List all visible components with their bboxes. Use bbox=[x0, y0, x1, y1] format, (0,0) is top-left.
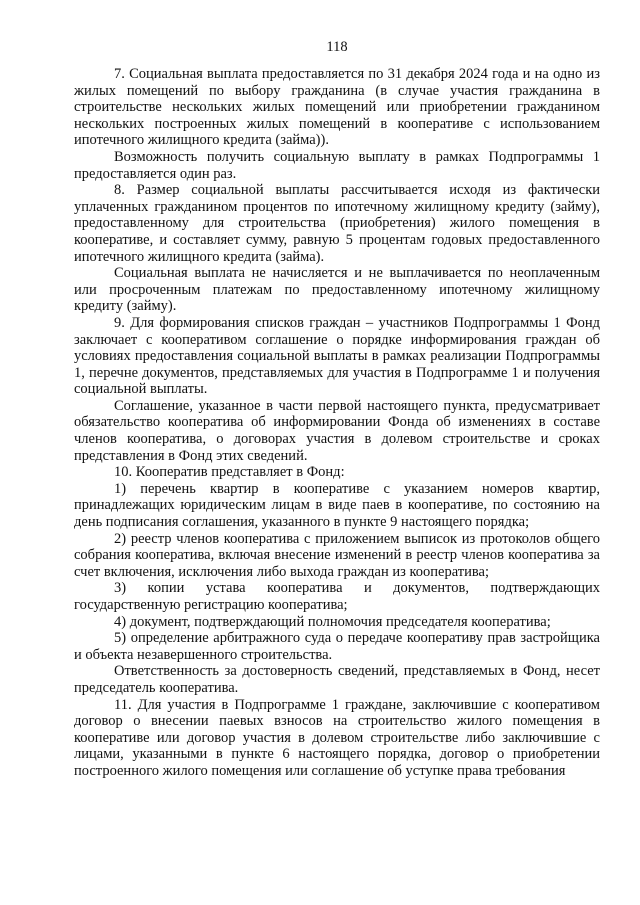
paragraph-9-note: Соглашение, указанное в части первой настоящего пункта, предусматривает обязательство кооператива об информировании Фонда об изменениях в составе членов кооператива, о договорах участия в долевом строительстве и сроках представления в Фонд этих сведений. bbox=[74, 397, 600, 464]
list-item-5: 5) определение арбитражного суда о передаче кооперативу прав застройщика и объекта незавершенного строительства. bbox=[74, 630, 600, 663]
paragraph-7: 7. Социальная выплата предоставляется по 31 декабря 2024 года и на одно из жилых помещений по выбору гражданина (в случае участия гражданина в строительстве нескольких жилых помещений или приобретении гражданином нескольких построенных жилых помещений в кооперативе с использованием ипотечного жилищного кредита (займа)). bbox=[74, 66, 600, 149]
list-item-3: 3) копии устава кооператива и документов, подтверждающих государственную регистрацию кооператива; bbox=[74, 580, 600, 613]
paragraph-10: 10. Кооператив представляет в Фонд: bbox=[114, 464, 345, 481]
paragraph-8-note: Социальная выплата не начисляется и не выплачивается по неоплаченным или просроченным платежам по предоставленному ипотечному жилищному кредиту (займу). bbox=[74, 265, 600, 315]
body-text bbox=[74, 66, 600, 780]
list-item-1: 1) перечень квартир в кооперативе с указанием номеров квартир, принадлежащих юридическим лицам в виде паев в кооперативе, по состоянию на день подписания соглашения, указанного в пункте 9 настоящего порядка; bbox=[74, 480, 600, 531]
list-item-4: 4) документ, подтверждающий полномочия председателя кооператива; bbox=[114, 613, 551, 630]
paragraph-10-note: Ответственность за достоверность сведений, представляемых в Фонд, несет председатель кооператива. bbox=[74, 663, 600, 696]
page-number: 118 bbox=[326, 39, 348, 55]
paragraph-8: 8. Размер социальной выплаты рассчитывается исходя из фактически уплаченных гражданином процентов по ипотечному жилищному кредиту (займу), предоставленному для строительства (приобретения) жилого помещения в кооперативе, и составляет сумму, равную 5 процентам годовых предоставленного ипотечного жилищного кредита (займа). bbox=[74, 182, 600, 265]
paragraph-7-note: Возможность получить социальную выплату в рамках Подпрограммы 1 предоставляется один раз. bbox=[74, 148, 600, 182]
list-item-2: 2) реестр членов кооператива с приложением выписок из протоколов общего собрания кооператива, включая внесение изменений в реестр членов кооператива за счет включения, исключения либо выхода граждан из кооператива; bbox=[74, 530, 600, 580]
paragraph-11: 11. Для участия в Подпрограмме 1 граждане, заключившие с кооперативом договор о внесении паевых взносов на строительство жилого помещения в кооперативе или договор участия в долевом строительстве либо заключившие с лицами, указанными в пункте 6 настоящего порядка, договор о приобретении построенного жилого помещения или соглашение об уступке права требования bbox=[74, 696, 600, 779]
paragraph-9: 9. Для формирования списков граждан – участников Подпрограммы 1 Фонд заключает с кооперативом соглашение о порядке информирования граждан об условиях предоставления социальной выплаты в рамках реализации Подпрограммы 1, перечне документов, представляемых для участия в Подпрограмме 1 и получения социальной выплаты. bbox=[74, 314, 600, 398]
